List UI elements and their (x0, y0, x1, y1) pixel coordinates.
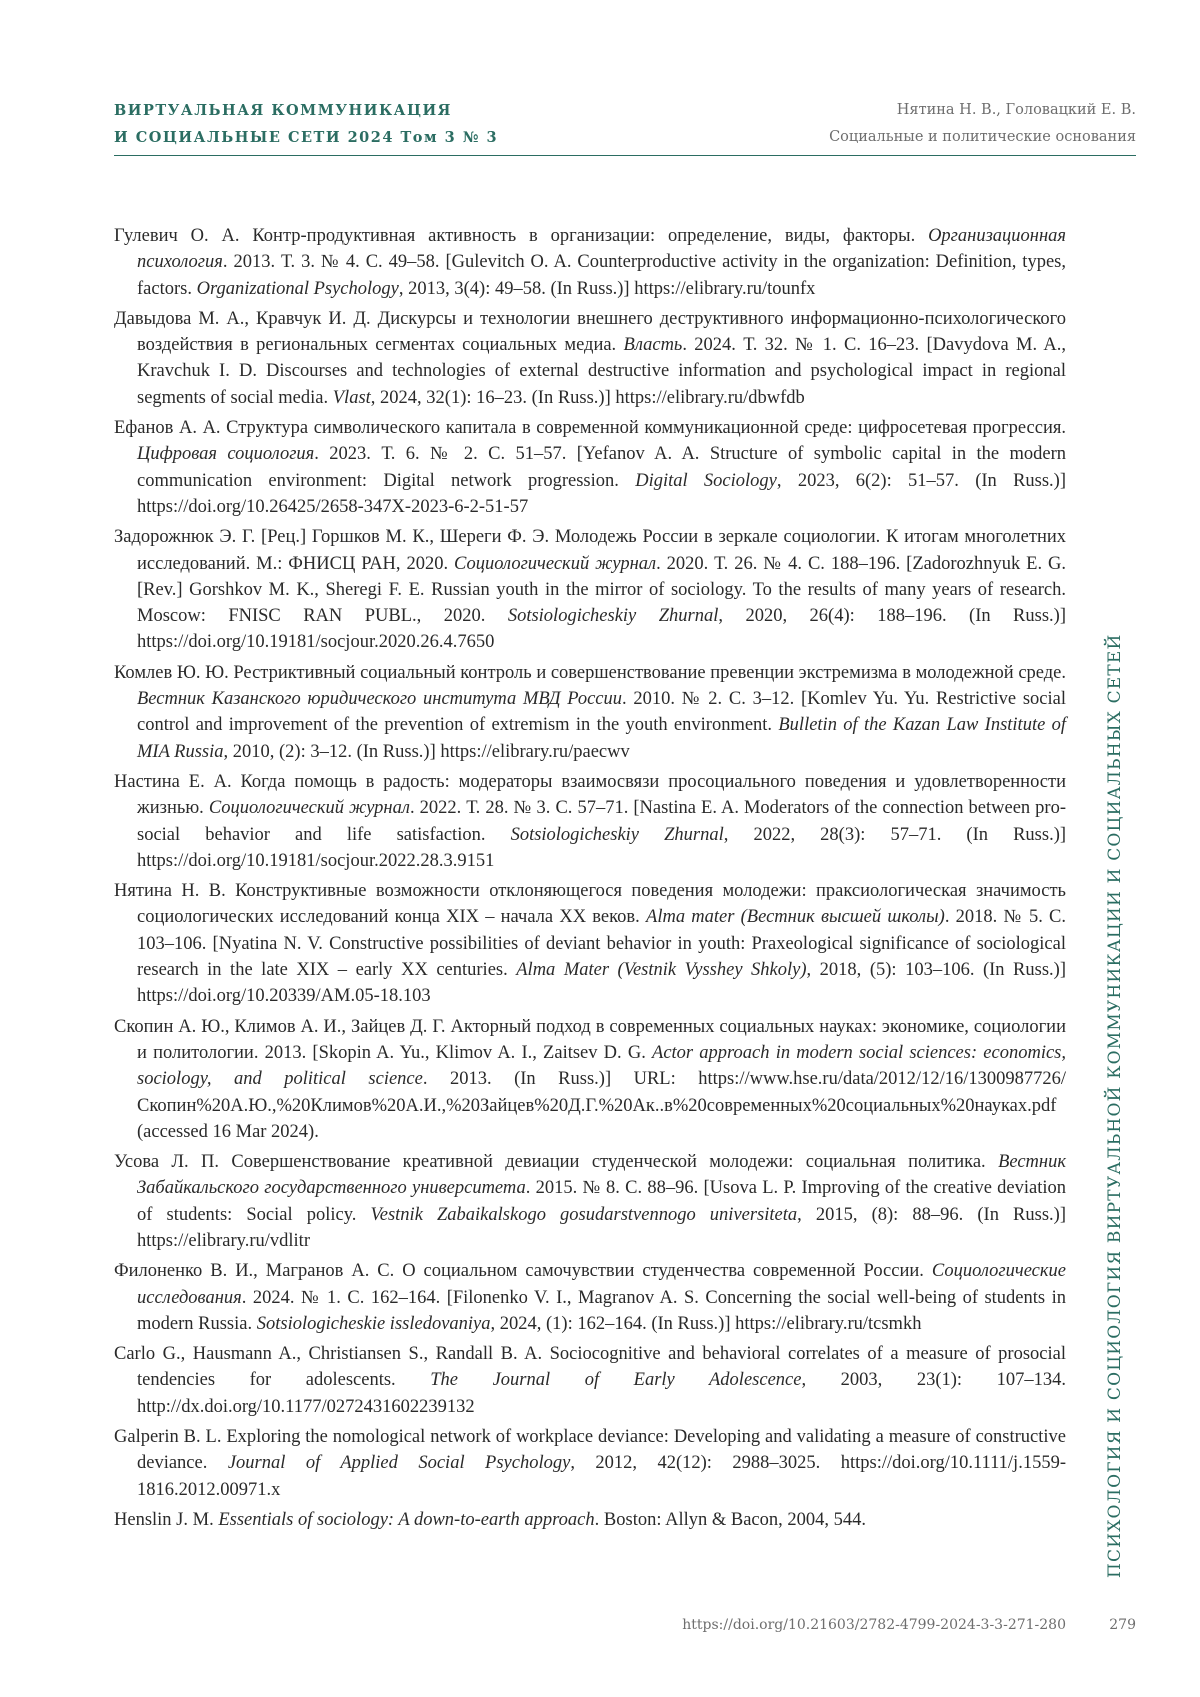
reference-source-title: Вестник Забайкальского государственного университета (137, 1152, 1066, 1198)
reference-text: , 2018, (5): 103–106. (In Russ.)] https://doi.org/10.20339/AM.05-18.103 (137, 960, 1066, 1006)
reference-source-title: Digital Sociology (635, 471, 777, 491)
reference-text: Скопин А. Ю., Климов А. И., Зайцев Д. Г. Акторный подход в современных социальных науках: экономике, социологии и политологии. 2013. [Skopin A. Yu., Klimov A. I., Zaitsev D. G. (114, 1017, 1066, 1063)
reference-item (114, 660, 1066, 765)
journal-title-line-1: ВИРТУАЛЬНАЯ КОММУНИКАЦИЯ (114, 97, 498, 124)
reference-source-title: Социологический журнал (209, 798, 410, 818)
reference-text: . 2024. Т. 32. № 1. С. 16–23. [Davydova M. A., Kravchuk I. D. Discourses and technologies of external destructive information and psychological impact in regional segments of social media. (137, 335, 1066, 408)
authors: Нятина Н. В., Головацкий Е. В. (829, 97, 1136, 124)
reference-source-title: Journal of Applied Social Psychology (228, 1453, 570, 1473)
reference-text: . 2013. (In Russ.)] URL: https://www.hse.ru/data/2012/12/16/1300987726/Скопин%20А.Ю.,%20Климов%20А.И.,%20Зайцев%20Д.Г.%20Ак..в%20современных%20социальных%20науках.pdf (accessed 16 Mar 2024). (137, 1069, 1066, 1142)
reference-text: , 2012, 42(12): 2988–3025. https://doi.org/10.1111/j.1559-1816.2012.00971.x (137, 1453, 1066, 1499)
reference-text: . 2020. Т. 26. № 4. С. 188–196. [Zadorozhnyuk E. G. [Rev.] Gorshkov M. K., Sheregi F. E. Russian youth in the mirror of sociology. To the results of many years of research. Moscow: FNISC RAN PUBL., 2020. (137, 554, 1066, 627)
reference-source-title: Sotsiologicheskiy Zhurnal (511, 825, 724, 845)
section-title: Социальные и политические основания (829, 124, 1136, 151)
reference-item (114, 769, 1066, 874)
running-header (829, 97, 1136, 151)
reference-text: Гулевич О. А. Контр-продуктивная активность в организации: определение, виды, факторы. (114, 226, 928, 246)
reference-item (114, 1258, 1066, 1337)
reference-text: Задорожнюк Э. Г. [Рец.] Горшков М. К., Шереги Ф. Э. Молодежь России в зеркале социологии. К итогам многолетних исследований. М.: ФНИСЦ РАН, 2020. (114, 527, 1066, 573)
reference-source-title: Вестник Казанского юридического института МВД России (137, 689, 622, 709)
reference-text: . 2022. Т. 28. № 3. С. 57–71. [Nastina E. A. Moderators of the connection between pro-social behavior and life satisfaction. (137, 798, 1066, 844)
reference-item (114, 1014, 1066, 1145)
reference-source-title: Социологический журнал (454, 554, 656, 574)
reference-source-title: Sotsiologicheskie issledovaniya (257, 1314, 491, 1334)
reference-item (114, 1507, 1066, 1533)
reference-text: Нятина Н. В. Конструктивные возможности отклоняющегося поведения молодежи: праксиологическая значимость социологических исследований конца XIX – начала XX веков. (114, 881, 1066, 927)
reference-source-title: Actor approach in modern social sciences: economics, sociology, and political science (137, 1043, 1066, 1089)
reference-text: . 2023. Т. 6. № 2. С. 51–57. [Yefanov A. A. Structure of symbolic capital in the modern communication environment: Digital network progression. (137, 444, 1066, 490)
reference-item (114, 878, 1066, 1009)
reference-text: , 2010, (2): 3–12. (In Russ.)] https://elibrary.ru/paecwv (224, 742, 630, 762)
reference-text: Комлев Ю. Ю. Рестриктивный социальный контроль и совершенствование превенции экстремизма в молодежной среде. (114, 663, 1066, 683)
reference-text: , 2015, (8): 88–96. (In Russ.)] https://elibrary.ru/vdlitr (137, 1205, 1066, 1251)
reference-source-title: Organizational Psychology (197, 279, 399, 299)
reference-text: Усова Л. П. Совершенствование креативной девиации студенческой молодежи: социальная политика. (114, 1152, 998, 1172)
reference-source-title: The Journal of Early Adolescence (430, 1370, 801, 1390)
reference-item (114, 1424, 1066, 1503)
reference-text: Филоненко В. И., Магранов А. С. О социальном самочувствии студенчества современной России. (114, 1261, 932, 1281)
header-rule (114, 155, 1136, 156)
reference-source-title: Sotsiologicheskiy Zhurnal (508, 606, 719, 626)
reference-text: Настина Е. А. Когда помощь в радость: модераторы взаимосвязи просоциального поведения и удовлетворенности жизнью. (114, 772, 1066, 818)
reference-list (114, 223, 1066, 1537)
reference-source-title: Essentials of sociology: A down-to-earth approach (218, 1510, 594, 1530)
reference-text: , 2013, 3(4): 49–58. (In Russ.)] https://elibrary.ru/tounfx (399, 279, 816, 299)
reference-item (114, 415, 1066, 520)
reference-text: Galperin B. L. Exploring the nomological network of workplace deviance: Developing and validating a measure of constructive deviance. (114, 1427, 1066, 1473)
reference-source-title: Социологические исследования (137, 1261, 1066, 1307)
reference-text: Carlo G., Hausmann A., Christiansen S., Randall B. A. Sociocognitive and behavioral correlates of a measure of prosocial tendencies for adolescents. (114, 1344, 1066, 1390)
reference-text: , 2024, 32(1): 16–23. (In Russ.)] https://elibrary.ru/dbwfdb (371, 388, 805, 408)
journal-title-line-2: И СОЦИАЛЬНЫЕ СЕТИ 2024 Том 3 № 3 (114, 124, 498, 151)
reference-text: , 2020, 26(4): 188–196. (In Russ.)] https://doi.org/10.19181/socjour.2020.26.4.7650 (137, 606, 1066, 652)
reference-text: Давыдова М. А., Кравчук И. Д. Дискурсы и технологии внешнего деструктивного информационно-психологического воздействия в региональных сегментах социальных медиа. (114, 309, 1066, 355)
reference-source-title: Alma mater (Вестник высшей школы) (646, 907, 945, 927)
vertical-section-label: ПСИХОЛОГИЯ И СОЦИОЛОГИЯ ВИРТУАЛЬНОЙ КОММУНИКАЦИИ И СОЦИАЛЬНЫХ СЕТЕЙ (1104, 658, 1126, 1578)
reference-text: . Boston: Allyn & Bacon, 2004, 544. (595, 1510, 866, 1530)
reference-source-title: Цифровая социология (137, 444, 314, 464)
reference-text: , 2022, 28(3): 57–71. (In Russ.)] https://doi.org/10.19181/socjour.2022.28.3.9151 (137, 825, 1066, 871)
footer-doi-link[interactable]: https://doi.org/10.21603/2782-4799-2024-3-3-271-280 (682, 1617, 1066, 1633)
reference-text: . 2024. № 1. С. 162–164. [Filonenko V. I., Magranov A. S. Concerning the social well-being of students in modern Russia. (137, 1288, 1066, 1334)
reference-source-title: Vestnik Zabaikalskogo gosudarstvennogo universiteta (371, 1205, 798, 1225)
reference-text: . 2018. № 5. С. 103–106. [Nyatina N. V. Constructive possibilities of deviant behavior in youth: Praxeological significance of sociological research in the late XIX – early XX centuries. (137, 907, 1066, 980)
reference-text: Ефанов А. А. Структура символического капитала в современной коммуникационной среде: цифросетевая прогрессия. (114, 418, 1066, 438)
reference-source-title: Vlast (333, 388, 371, 408)
reference-text: , 2023, 6(2): 51–57. (In Russ.)] https://doi.org/10.26425/2658-347X-2023-6-2-51-57 (137, 471, 1066, 517)
reference-source-title: Власть (624, 335, 683, 355)
reference-text: Henslin J. M. (114, 1510, 218, 1530)
reference-source-title: Организационная психология (137, 226, 1066, 272)
reference-text: . 2010. № 2. С. 3–12. [Komlev Yu. Yu. Restrictive social control and improvement of the prevention of extremism in the youth environment. (137, 689, 1066, 735)
reference-item (114, 1341, 1066, 1420)
reference-source-title: Alma Mater (Vestnik Vysshey Shkoly) (516, 960, 806, 980)
reference-text: , 2024, (1): 162–164. (In Russ.)] https://elibrary.ru/tcsmkh (491, 1314, 922, 1334)
reference-text: . 2013. Т. 3. № 4. С. 49–58. [Gulevitch O. A. Counterproductive activity in the organization: Definition, types, factors. (137, 252, 1066, 298)
journal-title (114, 97, 498, 151)
reference-item (114, 306, 1066, 411)
reference-item (114, 223, 1066, 302)
reference-text: , 2003, 23(1): 107–134. http://dx.doi.org/10.1177/0272431602239132 (137, 1370, 1066, 1416)
reference-source-title: Bulletin of the Kazan Law Institute of MIA Russia (137, 715, 1066, 761)
reference-item (114, 524, 1066, 655)
page-number: 279 (1109, 1617, 1136, 1633)
reference-item (114, 1149, 1066, 1254)
reference-text: . 2015. № 8. С. 88–96. [Usova L. P. Improving of the creative deviation of students: Social policy. (137, 1178, 1066, 1224)
